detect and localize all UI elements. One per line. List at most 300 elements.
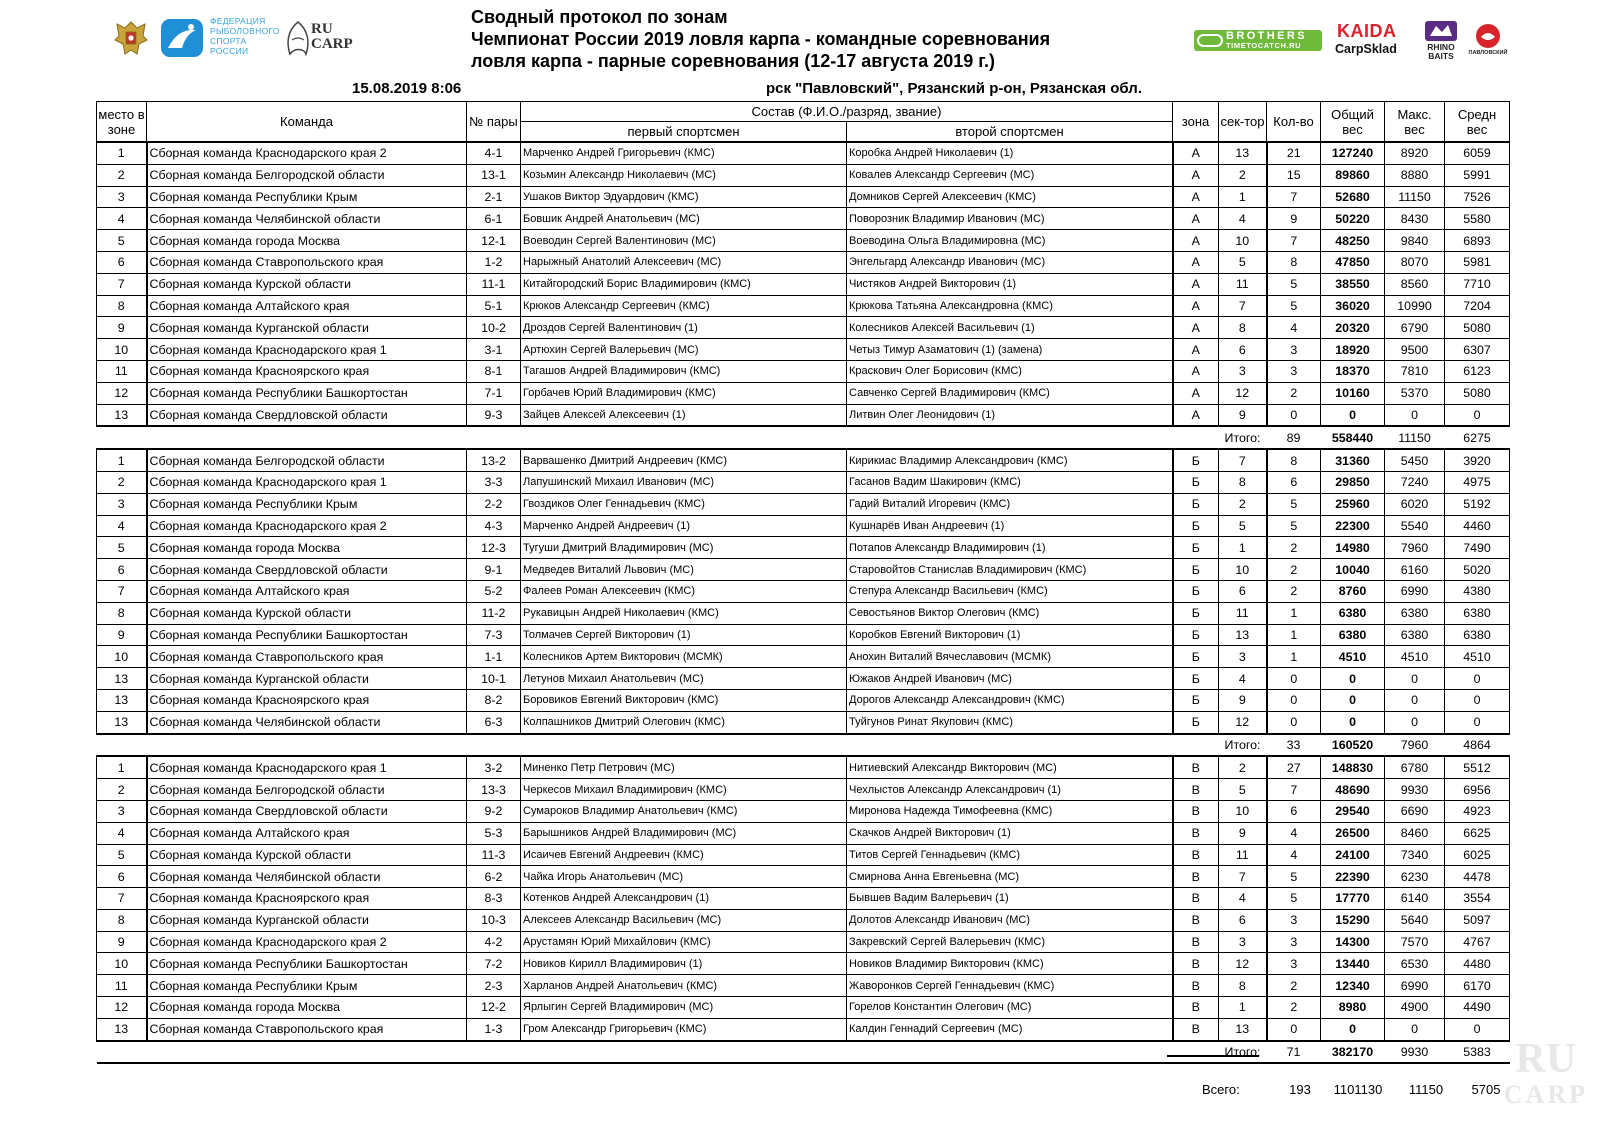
cell-team: Сборная команда Белгородской области — [147, 779, 467, 801]
rhino-baits-logo-icon — [1424, 20, 1458, 42]
cell-first-athlete: Варвашенко Дмитрий Андреевич (КМС) — [521, 449, 847, 471]
table-row — [97, 382, 1510, 404]
cell-pair: 2-3 — [467, 975, 521, 997]
cell-total-weight: 0 — [1321, 689, 1385, 711]
cell-count: 5 — [1267, 888, 1321, 910]
cell-zone: А — [1173, 186, 1219, 208]
cell-avg-weight: 4510 — [1445, 646, 1510, 668]
cell-total-weight: 29540 — [1321, 800, 1385, 822]
cell-pair: 9-3 — [467, 404, 521, 426]
cell-team: Сборная команда Белгородской области — [147, 449, 467, 471]
cell-team: Сборная команда Республики Башкортостан — [147, 382, 467, 404]
cell-max-weight: 7570 — [1385, 931, 1445, 953]
cell-count: 5 — [1267, 866, 1321, 888]
cell-pair: 2-1 — [467, 186, 521, 208]
cell-zone: Б — [1173, 689, 1219, 711]
cell-total-weight: 10160 — [1321, 382, 1385, 404]
table-row — [97, 800, 1510, 822]
cell-count: 1 — [1267, 602, 1321, 624]
cell-first-athlete: Ярлыгин Сергей Владимирович (МС) — [521, 997, 847, 1019]
cell-zone: В — [1173, 975, 1219, 997]
cell-count: 2 — [1267, 975, 1321, 997]
cell-first-athlete: Фалеев Роман Алексеевич (КМС) — [521, 580, 847, 602]
cell-first-athlete: Миненко Петр Петрович (МС) — [521, 756, 847, 778]
table-row — [97, 273, 1510, 295]
cell-avg-weight: 4478 — [1445, 866, 1510, 888]
table-row — [97, 559, 1510, 581]
cell-team: Сборная команда Краснодарского края 2 — [147, 931, 467, 953]
cell-count: 0 — [1267, 711, 1321, 733]
col-zone: зона — [1173, 102, 1219, 143]
cell-team: Сборная команда Республики Крым — [147, 186, 467, 208]
cell-sector: 1 — [1219, 997, 1267, 1019]
cell-count: 4 — [1267, 844, 1321, 866]
cell-team: Сборная команда Белгородской области — [147, 164, 467, 186]
cell-max-weight: 7960 — [1385, 537, 1445, 559]
cell-max-weight: 6780 — [1385, 756, 1445, 778]
cell-avg-weight: 6025 — [1445, 844, 1510, 866]
cell-second-athlete: Южаков Андрей Иванович (МС) — [847, 668, 1173, 690]
cell-first-athlete: Бовшик Андрей Анатольевич (МС) — [521, 208, 847, 230]
cell-team: Сборная команда Краснодарского края 1 — [147, 339, 467, 361]
cell-second-athlete: Степура Александр Васильевич (КМС) — [847, 580, 1173, 602]
zone-total-avg: 6275 — [1445, 426, 1510, 449]
protocol-table — [96, 101, 1510, 1064]
cell-avg-weight: 4460 — [1445, 515, 1510, 537]
cell-zone: А — [1173, 208, 1219, 230]
cell-first-athlete: Чайка Игорь Анатольевич (МС) — [521, 866, 847, 888]
cell-second-athlete: Нитиевский Александр Викторович (МС) — [847, 756, 1173, 778]
table-row — [97, 909, 1510, 931]
cell-place: 8 — [97, 909, 147, 931]
cell-second-athlete: Анохин Виталий Вячеславович (МСМК) — [847, 646, 1173, 668]
cell-place: 13 — [97, 668, 147, 690]
zone-total-count: 71 — [1267, 1041, 1321, 1064]
cell-place: 7 — [97, 888, 147, 910]
cell-max-weight: 6020 — [1385, 493, 1445, 515]
cell-max-weight: 9500 — [1385, 339, 1445, 361]
cell-avg-weight: 0 — [1445, 689, 1510, 711]
cell-count: 4 — [1267, 822, 1321, 844]
zone-total-avg: 4864 — [1445, 734, 1510, 757]
cell-avg-weight: 5981 — [1445, 251, 1510, 273]
cell-pair: 10-1 — [467, 668, 521, 690]
cell-pair: 7-1 — [467, 382, 521, 404]
cell-max-weight: 0 — [1385, 711, 1445, 733]
cell-count: 0 — [1267, 668, 1321, 690]
cell-count: 0 — [1267, 1018, 1321, 1040]
cell-pair: 1-1 — [467, 646, 521, 668]
cell-count: 0 — [1267, 689, 1321, 711]
cell-count: 8 — [1267, 449, 1321, 471]
grand-total-count: 193 — [1289, 1082, 1311, 1097]
cell-total-weight: 14300 — [1321, 931, 1385, 953]
cell-pair: 12-3 — [467, 537, 521, 559]
zone-total-spacer — [97, 1041, 1219, 1064]
cell-avg-weight: 6170 — [1445, 975, 1510, 997]
cell-place: 13 — [97, 711, 147, 733]
cell-zone: В — [1173, 866, 1219, 888]
brothers-logo-name: BROTHERS — [1226, 30, 1307, 42]
cell-zone: В — [1173, 779, 1219, 801]
cell-total-weight: 22390 — [1321, 866, 1385, 888]
cell-pair: 8-1 — [467, 360, 521, 382]
cell-avg-weight: 0 — [1445, 404, 1510, 426]
cell-count: 2 — [1267, 997, 1321, 1019]
cell-zone: В — [1173, 909, 1219, 931]
zone-total-total: 382170 — [1321, 1041, 1385, 1064]
cell-first-athlete: Крюков Александр Сергеевич (КМС) — [521, 295, 847, 317]
cell-second-athlete: Крюкова Татьяна Александровна (КМС) — [847, 295, 1173, 317]
cell-avg-weight: 4480 — [1445, 953, 1510, 975]
cell-team: Сборная команда Курганской области — [147, 317, 467, 339]
cell-avg-weight: 6956 — [1445, 779, 1510, 801]
cell-avg-weight: 5080 — [1445, 317, 1510, 339]
cell-sector: 8 — [1219, 471, 1267, 493]
cell-max-weight: 8920 — [1385, 142, 1445, 164]
cell-sector: 11 — [1219, 844, 1267, 866]
cell-second-athlete: Дорогов Александр Александрович (КМС) — [847, 689, 1173, 711]
cell-max-weight: 7340 — [1385, 844, 1445, 866]
cell-pair: 3-2 — [467, 756, 521, 778]
table-row — [97, 711, 1510, 733]
cell-total-weight: 52680 — [1321, 186, 1385, 208]
cell-sector: 12 — [1219, 953, 1267, 975]
cell-first-athlete: Нарыжный Анатолий Алексеевич (МС) — [521, 251, 847, 273]
cell-max-weight: 5640 — [1385, 909, 1445, 931]
cell-sector: 9 — [1219, 822, 1267, 844]
cell-pair: 4-1 — [467, 142, 521, 164]
cell-sector: 1 — [1219, 186, 1267, 208]
cell-zone: Б — [1173, 559, 1219, 581]
cell-place: 11 — [97, 360, 147, 382]
zone-total-count: 33 — [1267, 734, 1321, 757]
cell-place: 7 — [97, 273, 147, 295]
pavlovsky-logo-text: ПАВЛОВСКИЙ — [1468, 50, 1508, 56]
cell-avg-weight: 5097 — [1445, 909, 1510, 931]
cell-total-weight: 8760 — [1321, 580, 1385, 602]
cell-max-weight: 0 — [1385, 689, 1445, 711]
cell-total-weight: 0 — [1321, 711, 1385, 733]
cell-first-athlete: Исаичев Евгений Андреевич (КМС) — [521, 844, 847, 866]
col-first-athlete: первый спортсмен — [521, 122, 847, 143]
grand-total-row — [1150, 1082, 1530, 1100]
cell-first-athlete: Ушаков Виктор Эдуардович (КМС) — [521, 186, 847, 208]
table-row — [97, 1018, 1510, 1040]
russia-emblem-logo — [111, 18, 151, 58]
cell-first-athlete: Колесников Артем Викторович (МСМК) — [521, 646, 847, 668]
cell-place: 3 — [97, 800, 147, 822]
cell-place: 5 — [97, 844, 147, 866]
cell-sector: 4 — [1219, 668, 1267, 690]
cell-zone: В — [1173, 822, 1219, 844]
cell-place: 2 — [97, 779, 147, 801]
cell-team: Сборная команда Свердловской области — [147, 559, 467, 581]
cell-total-weight: 0 — [1321, 1018, 1385, 1040]
cell-max-weight: 6230 — [1385, 866, 1445, 888]
cell-zone: В — [1173, 844, 1219, 866]
cell-second-athlete: Титов Сергей Геннадьевич (КМС) — [847, 844, 1173, 866]
cell-place: 12 — [97, 382, 147, 404]
cell-pair: 5-3 — [467, 822, 521, 844]
cell-zone: А — [1173, 404, 1219, 426]
cell-sector: 9 — [1219, 404, 1267, 426]
cell-second-athlete: Калдин Геннадий Сергеевич (МС) — [847, 1018, 1173, 1040]
carpsklad-logo: CarpSklad — [1335, 42, 1397, 56]
cell-place: 6 — [97, 559, 147, 581]
cell-avg-weight: 4923 — [1445, 800, 1510, 822]
cell-count: 6 — [1267, 471, 1321, 493]
cell-total-weight: 8980 — [1321, 997, 1385, 1019]
table-row — [97, 186, 1510, 208]
cell-second-athlete: Потапов Александр Владимирович (1) — [847, 537, 1173, 559]
cell-avg-weight: 6380 — [1445, 624, 1510, 646]
cell-sector: 2 — [1219, 164, 1267, 186]
table-row — [97, 164, 1510, 186]
table-row — [97, 866, 1510, 888]
cell-sector: 6 — [1219, 339, 1267, 361]
cell-avg-weight: 4767 — [1445, 931, 1510, 953]
table-row — [97, 493, 1510, 515]
cell-pair: 10-3 — [467, 909, 521, 931]
col-sector: сек-тор — [1219, 102, 1267, 143]
protocol-table-body — [97, 142, 1510, 1063]
cell-second-athlete: Четыз Тимур Азаматович (1) (замена) — [847, 339, 1173, 361]
cell-total-weight: 31360 — [1321, 449, 1385, 471]
cell-sector: 8 — [1219, 975, 1267, 997]
cell-pair: 13-1 — [467, 164, 521, 186]
cell-first-athlete: Черкесов Михаил Владимирович (КМС) — [521, 779, 847, 801]
cell-place: 11 — [97, 975, 147, 997]
cell-max-weight: 9840 — [1385, 230, 1445, 252]
cell-first-athlete: Зайцев Алексей Алексеевич (1) — [521, 404, 847, 426]
cell-team: Сборная команда Курганской области — [147, 668, 467, 690]
cell-total-weight: 20320 — [1321, 317, 1385, 339]
cell-count: 3 — [1267, 360, 1321, 382]
cell-place: 2 — [97, 471, 147, 493]
cell-second-athlete: Гадий Виталий Игоревич (КМС) — [847, 493, 1173, 515]
cell-count: 5 — [1267, 273, 1321, 295]
cell-pair: 11-1 — [467, 273, 521, 295]
cell-place: 1 — [97, 756, 147, 778]
table-row — [97, 646, 1510, 668]
cell-pair: 1-2 — [467, 251, 521, 273]
cell-total-weight: 12340 — [1321, 975, 1385, 997]
cell-count: 7 — [1267, 186, 1321, 208]
cell-first-athlete: Боровиков Евгений Викторович (КМС) — [521, 689, 847, 711]
cell-count: 27 — [1267, 756, 1321, 778]
cell-team: Сборная команда Республики Крым — [147, 493, 467, 515]
cell-sector: 11 — [1219, 273, 1267, 295]
cell-pair: 5-1 — [467, 295, 521, 317]
cell-place: 13 — [97, 1018, 147, 1040]
cell-zone: Б — [1173, 624, 1219, 646]
cell-total-weight: 17770 — [1321, 888, 1385, 910]
brothers-logo-mark-icon — [1197, 34, 1223, 47]
cell-sector: 4 — [1219, 208, 1267, 230]
cell-second-athlete: Бывшев Вадим Валерьевич (1) — [847, 888, 1173, 910]
cell-count: 2 — [1267, 580, 1321, 602]
rhino-baits-logo-text: RHINO BAITS — [1427, 42, 1455, 61]
cell-first-athlete: Козьмин Александр Николаевич (МС) — [521, 164, 847, 186]
cell-avg-weight: 0 — [1445, 1018, 1510, 1040]
cell-zone: Б — [1173, 471, 1219, 493]
table-row — [97, 251, 1510, 273]
table-row — [97, 844, 1510, 866]
cell-zone: А — [1173, 360, 1219, 382]
grand-total-max: 11150 — [1408, 1082, 1444, 1097]
cell-first-athlete: Харланов Андрей Анатольевич (КМС) — [521, 975, 847, 997]
cell-zone: А — [1173, 295, 1219, 317]
cell-zone: В — [1173, 756, 1219, 778]
cell-second-athlete: Коробков Евгений Викторович (1) — [847, 624, 1173, 646]
cell-sector: 2 — [1219, 756, 1267, 778]
cell-avg-weight: 5991 — [1445, 164, 1510, 186]
cell-zone: Б — [1173, 602, 1219, 624]
cell-total-weight: 127240 — [1321, 142, 1385, 164]
cell-pair: 3-3 — [467, 471, 521, 493]
zone-total-max: 7960 — [1385, 734, 1445, 757]
table-row — [97, 689, 1510, 711]
table-row — [97, 822, 1510, 844]
table-row — [97, 779, 1510, 801]
cell-max-weight: 5450 — [1385, 449, 1445, 471]
cell-place: 5 — [97, 537, 147, 559]
cell-team: Сборная команда Алтайского края — [147, 295, 467, 317]
cell-total-weight: 14980 — [1321, 537, 1385, 559]
cell-total-weight: 48690 — [1321, 779, 1385, 801]
cell-max-weight: 6690 — [1385, 800, 1445, 822]
cell-second-athlete: Энгельгард Александр Иванович (МС) — [847, 251, 1173, 273]
pavlovsky-logo-icon — [1474, 22, 1502, 50]
cell-avg-weight: 4490 — [1445, 997, 1510, 1019]
cell-total-weight: 25960 — [1321, 493, 1385, 515]
cell-first-athlete: Медведев Виталий Львович (МС) — [521, 559, 847, 581]
cell-place: 12 — [97, 997, 147, 1019]
cell-first-athlete: Сумароков Владимир Анатольевич (КМС) — [521, 800, 847, 822]
cell-avg-weight: 5192 — [1445, 493, 1510, 515]
cell-team: Сборная команда Республики Башкортостан — [147, 953, 467, 975]
cell-max-weight: 6380 — [1385, 602, 1445, 624]
table-row — [97, 515, 1510, 537]
cell-place: 9 — [97, 317, 147, 339]
cell-max-weight: 8880 — [1385, 164, 1445, 186]
cell-place: 8 — [97, 602, 147, 624]
cell-pair: 13-3 — [467, 779, 521, 801]
cell-second-athlete: Миронова Надежда Тимофеевна (КМС) — [847, 800, 1173, 822]
cell-avg-weight: 7526 — [1445, 186, 1510, 208]
cell-team: Сборная команда Краснодарского края 1 — [147, 756, 467, 778]
table-row — [97, 624, 1510, 646]
cell-max-weight: 8430 — [1385, 208, 1445, 230]
cell-sector: 11 — [1219, 602, 1267, 624]
cell-max-weight: 0 — [1385, 668, 1445, 690]
cell-second-athlete: Долотов Александр Иванович (МС) — [847, 909, 1173, 931]
cell-first-athlete: Арустамян Юрий Михайлович (КМС) — [521, 931, 847, 953]
cell-second-athlete: Гасанов Вадим Шакирович (КМС) — [847, 471, 1173, 493]
cell-team: Сборная команда Краснодарского края 2 — [147, 515, 467, 537]
cell-total-weight: 38550 — [1321, 273, 1385, 295]
cell-zone: А — [1173, 164, 1219, 186]
cell-place: 1 — [97, 449, 147, 471]
cell-place: 2 — [97, 164, 147, 186]
zone-total-max: 11150 — [1385, 426, 1445, 449]
cell-pair: 10-2 — [467, 317, 521, 339]
cell-first-athlete: Тугуши Дмитрий Владимирович (МС) — [521, 537, 847, 559]
cell-team: Сборная команда Алтайского края — [147, 580, 467, 602]
cell-zone: Б — [1173, 580, 1219, 602]
cell-place: 1 — [97, 142, 147, 164]
cell-count: 7 — [1267, 779, 1321, 801]
cell-sector: 2 — [1219, 493, 1267, 515]
cell-total-weight: 48250 — [1321, 230, 1385, 252]
cell-max-weight: 5540 — [1385, 515, 1445, 537]
zone-total-row — [97, 426, 1510, 449]
cell-count: 2 — [1267, 537, 1321, 559]
cell-sector: 5 — [1219, 779, 1267, 801]
cell-zone: В — [1173, 1018, 1219, 1040]
table-row — [97, 471, 1510, 493]
cell-zone: А — [1173, 339, 1219, 361]
cell-first-athlete: Котенков Андрей Александрович (1) — [521, 888, 847, 910]
cell-avg-weight: 5020 — [1445, 559, 1510, 581]
cell-pair: 7-3 — [467, 624, 521, 646]
cell-place: 8 — [97, 295, 147, 317]
cell-count: 5 — [1267, 493, 1321, 515]
cell-team: Сборная команда Красноярского края — [147, 689, 467, 711]
cell-first-athlete: Алексеев Александр Васильевич (МС) — [521, 909, 847, 931]
cell-first-athlete: Барышников Андрей Владимирович (МС) — [521, 822, 847, 844]
cell-second-athlete: Воеводина Ольга Владимировна (МС) — [847, 230, 1173, 252]
cell-count: 9 — [1267, 208, 1321, 230]
cell-second-athlete: Литвин Олег Леонидович (1) — [847, 404, 1173, 426]
zone-total-count: 89 — [1267, 426, 1321, 449]
cell-max-weight: 6990 — [1385, 580, 1445, 602]
cell-second-athlete: Старовойтов Станислав Владимирович (КМС) — [847, 559, 1173, 581]
cell-place: 3 — [97, 493, 147, 515]
cell-second-athlete: Смирнова Анна Евгеньевна (МС) — [847, 866, 1173, 888]
cell-count: 3 — [1267, 931, 1321, 953]
cell-sector: 5 — [1219, 251, 1267, 273]
cell-place: 7 — [97, 580, 147, 602]
cell-total-weight: 148830 — [1321, 756, 1385, 778]
cell-second-athlete: Туйгунов Ринат Якупович (КМС) — [847, 711, 1173, 733]
cell-team: Сборная команда Красноярского края — [147, 360, 467, 382]
cell-total-weight: 0 — [1321, 404, 1385, 426]
cell-max-weight: 8070 — [1385, 251, 1445, 273]
rucarp-fish-icon — [284, 20, 312, 56]
cell-sector: 8 — [1219, 317, 1267, 339]
cell-total-weight: 6380 — [1321, 624, 1385, 646]
cell-zone: Б — [1173, 537, 1219, 559]
cell-avg-weight: 6625 — [1445, 822, 1510, 844]
cell-max-weight: 11150 — [1385, 186, 1445, 208]
cell-count: 3 — [1267, 339, 1321, 361]
col-roster: Состав (Ф.И.О./разряд, звание) — [521, 102, 1173, 122]
cell-first-athlete: Толмачев Сергей Викторович (1) — [521, 624, 847, 646]
cell-second-athlete: Новиков Владимир Викторович (КМС) — [847, 953, 1173, 975]
report-title-line-1: Сводный протокол по зонам — [471, 7, 728, 27]
cell-second-athlete: Ковалев Александр Сергеевич (МС) — [847, 164, 1173, 186]
cell-avg-weight: 5512 — [1445, 756, 1510, 778]
cell-second-athlete: Чехлыстов Александр Александрович (1) — [847, 779, 1173, 801]
cell-total-weight: 47850 — [1321, 251, 1385, 273]
cell-sector: 13 — [1219, 1018, 1267, 1040]
table-row — [97, 580, 1510, 602]
cell-sector: 1 — [1219, 537, 1267, 559]
cell-second-athlete: Колесников Алексей Васильевич (1) — [847, 317, 1173, 339]
grand-total-weight: 1101130 — [1333, 1082, 1383, 1097]
